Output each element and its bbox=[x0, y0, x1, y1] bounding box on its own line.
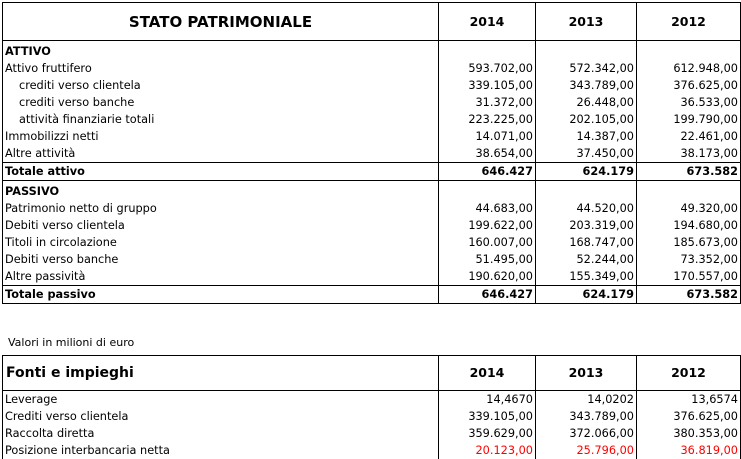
row-value: 49.320,00 bbox=[637, 200, 741, 217]
row-value: 223.225,00 bbox=[439, 111, 536, 128]
table-row bbox=[3, 60, 741, 77]
row-label: Debiti verso banche bbox=[3, 251, 439, 268]
stato-patrimoniale-table bbox=[2, 2, 741, 304]
row-value: 646.427 bbox=[439, 286, 536, 304]
row-value: 31.372,00 bbox=[439, 94, 536, 111]
row-value: 160.007,00 bbox=[439, 234, 536, 251]
row-value: 155.349,00 bbox=[536, 268, 637, 286]
table-row bbox=[3, 200, 741, 217]
row-value: 376.625,00 bbox=[637, 77, 741, 94]
row-label: Altre attività bbox=[3, 145, 439, 163]
row-label: crediti verso banche bbox=[3, 94, 439, 111]
row-label: Debiti verso clientela bbox=[3, 217, 439, 234]
table-row bbox=[3, 128, 741, 145]
row-value: 25.796,00 bbox=[536, 442, 637, 459]
row-value bbox=[637, 41, 741, 61]
table-row bbox=[3, 145, 741, 163]
row-value: 14,0202 bbox=[536, 391, 637, 409]
table-row bbox=[3, 94, 741, 111]
row-label: attività finanziarie totali bbox=[3, 111, 439, 128]
row-value: 646.427 bbox=[439, 163, 536, 181]
row-value: 73.352,00 bbox=[637, 251, 741, 268]
row-value: 673.582 bbox=[637, 163, 741, 181]
row-value: 20.123,00 bbox=[439, 442, 536, 459]
row-value: 593.702,00 bbox=[439, 60, 536, 77]
table-row bbox=[3, 408, 741, 425]
row-value: 624.179 bbox=[536, 286, 637, 304]
table-row bbox=[3, 234, 741, 251]
row-value: 38.654,00 bbox=[439, 145, 536, 163]
row-value: 44.520,00 bbox=[536, 200, 637, 217]
row-value: 359.629,00 bbox=[439, 425, 536, 442]
row-value: 203.319,00 bbox=[536, 217, 637, 234]
fonti-impieghi-table bbox=[2, 355, 741, 459]
row-value: 339.105,00 bbox=[439, 77, 536, 94]
row-value: 673.582 bbox=[637, 286, 741, 304]
row-value: 14.387,00 bbox=[536, 128, 637, 145]
row-label: Patrimonio netto di gruppo bbox=[3, 200, 439, 217]
row-value bbox=[637, 181, 741, 201]
table-row bbox=[3, 163, 741, 181]
table-row bbox=[3, 286, 741, 304]
row-label: Titoli in circolazione bbox=[3, 234, 439, 251]
row-value: 170.557,00 bbox=[637, 268, 741, 286]
row-value bbox=[536, 181, 637, 201]
table-row bbox=[3, 442, 741, 459]
row-value: 372.066,00 bbox=[536, 425, 637, 442]
row-value: 14,4670 bbox=[439, 391, 536, 409]
row-value: 26.448,00 bbox=[536, 94, 637, 111]
row-value: 572.342,00 bbox=[536, 60, 637, 77]
table-header-row bbox=[3, 3, 741, 41]
row-value: 343.789,00 bbox=[536, 77, 637, 94]
row-value: 36.533,00 bbox=[637, 94, 741, 111]
row-value: 190.620,00 bbox=[439, 268, 536, 286]
row-label: PASSIVO bbox=[3, 181, 439, 201]
row-value: 37.450,00 bbox=[536, 145, 637, 163]
table-header-row bbox=[3, 356, 741, 391]
table-row bbox=[3, 77, 741, 94]
table-title: STATO PATRIMONIALE bbox=[3, 3, 439, 41]
row-value: 624.179 bbox=[536, 163, 637, 181]
table-row bbox=[3, 217, 741, 234]
table-title: Fonti e impieghi bbox=[3, 356, 439, 391]
row-label: Altre passività bbox=[3, 268, 439, 286]
year-header: 2013 bbox=[536, 356, 637, 391]
row-value: 343.789,00 bbox=[536, 408, 637, 425]
row-value: 199.790,00 bbox=[637, 111, 741, 128]
table-row bbox=[3, 181, 741, 201]
row-label: Posizione interbancaria netta bbox=[3, 442, 439, 459]
row-value: 38.173,00 bbox=[637, 145, 741, 163]
row-value: 376.625,00 bbox=[637, 408, 741, 425]
row-label: Immobilizzi netti bbox=[3, 128, 439, 145]
row-value: 14.071,00 bbox=[439, 128, 536, 145]
row-value: 612.948,00 bbox=[637, 60, 741, 77]
row-label: ATTIVO bbox=[3, 41, 439, 61]
row-value: 36.819,00 bbox=[637, 442, 741, 459]
row-value: 199.622,00 bbox=[439, 217, 536, 234]
row-value: 22.461,00 bbox=[637, 128, 741, 145]
row-value: 185.673,00 bbox=[637, 234, 741, 251]
row-value bbox=[536, 41, 637, 61]
row-value: 52.244,00 bbox=[536, 251, 637, 268]
year-header: 2013 bbox=[536, 3, 637, 41]
row-value bbox=[439, 41, 536, 61]
row-value: 339.105,00 bbox=[439, 408, 536, 425]
row-value: 13,6574 bbox=[637, 391, 741, 409]
units-note: Valori in milioni di euro bbox=[8, 336, 135, 349]
row-label: Attivo fruttifero bbox=[3, 60, 439, 77]
table-row bbox=[3, 111, 741, 128]
row-value: 194.680,00 bbox=[637, 217, 741, 234]
row-value: 202.105,00 bbox=[536, 111, 637, 128]
table-row bbox=[3, 268, 741, 286]
table-row bbox=[3, 391, 741, 409]
year-header: 2012 bbox=[637, 356, 741, 391]
year-header: 2014 bbox=[439, 356, 536, 391]
year-header: 2014 bbox=[439, 3, 536, 41]
table-row bbox=[3, 251, 741, 268]
row-label: Crediti verso clientela bbox=[3, 408, 439, 425]
row-value: 168.747,00 bbox=[536, 234, 637, 251]
row-value bbox=[439, 181, 536, 201]
table-row bbox=[3, 41, 741, 61]
year-header: 2012 bbox=[637, 3, 741, 41]
row-label: Raccolta diretta bbox=[3, 425, 439, 442]
row-label: Totale passivo bbox=[3, 286, 439, 304]
row-value: 380.353,00 bbox=[637, 425, 741, 442]
row-value: 51.495,00 bbox=[439, 251, 536, 268]
row-label: crediti verso clientela bbox=[3, 77, 439, 94]
row-label: Totale attivo bbox=[3, 163, 439, 181]
table-row bbox=[3, 425, 741, 442]
row-label: Leverage bbox=[3, 391, 439, 409]
row-value: 44.683,00 bbox=[439, 200, 536, 217]
